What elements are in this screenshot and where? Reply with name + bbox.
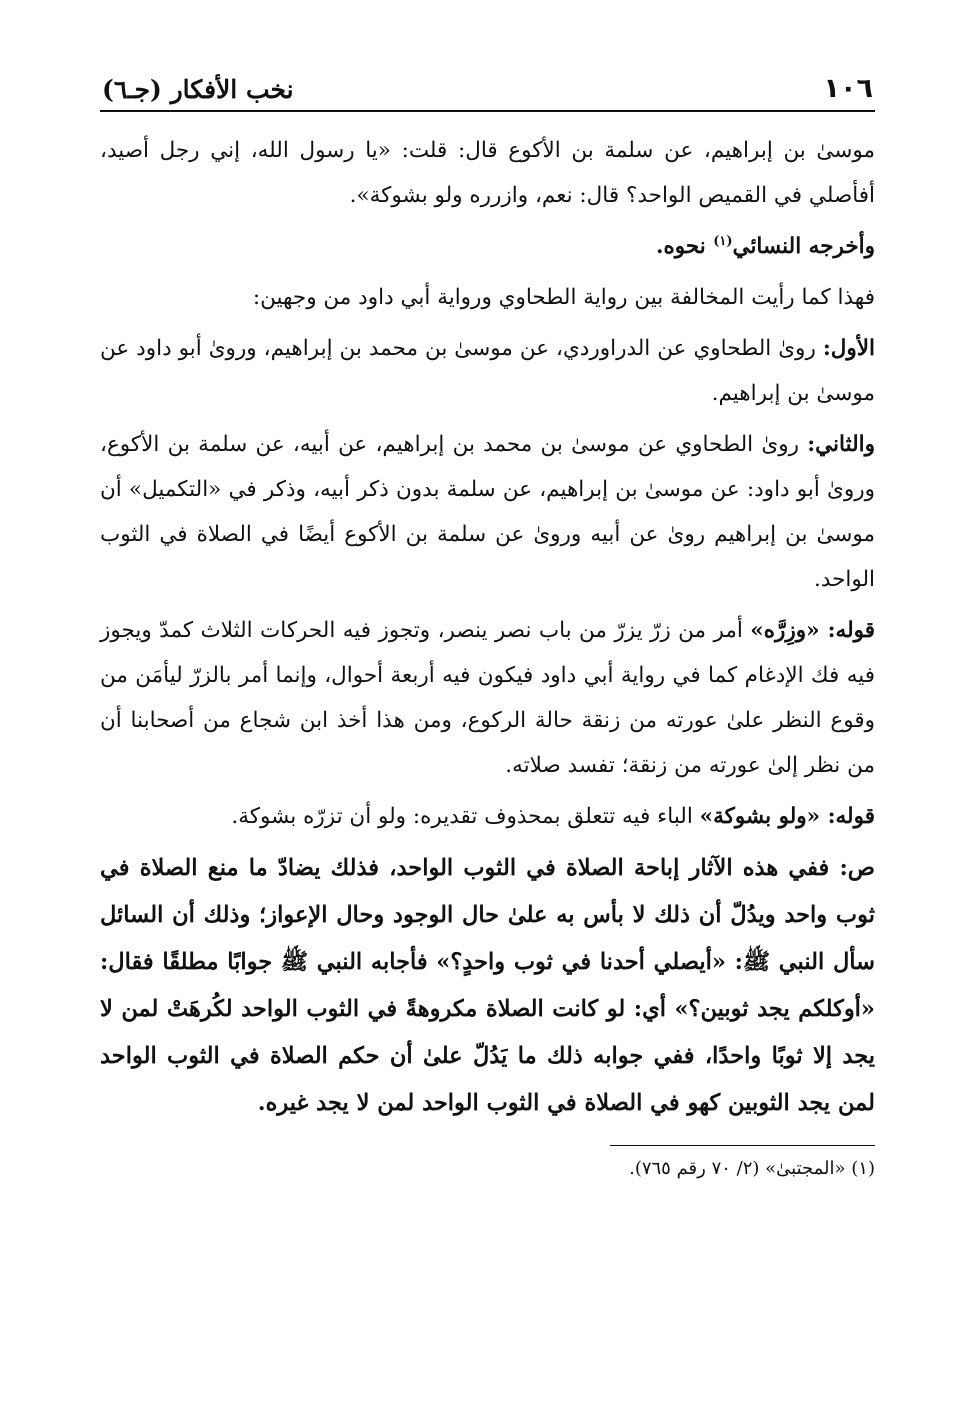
zirrahu-label: قوله: «وزِرَّه»	[750, 618, 876, 643]
book-page	[100, 60, 875, 1360]
paragraph-intro-differences: فهذا كما رأيت المخالفة بين رواية الطحاوي ورواية أبي داود من وجهين:	[252, 285, 875, 310]
paragraph-nasai	[100, 224, 875, 269]
footnote-ref[interactable]: (١)	[713, 233, 733, 249]
shawka-text: الباء فيه تتعلق بمحذوف تقديره: ولو أن تزرّه بشوكة.	[231, 804, 700, 829]
nasai-after: نحوه.	[656, 234, 714, 259]
page-number: ١٠٦	[823, 73, 873, 104]
paragraph-first-difference	[100, 326, 875, 416]
footnote-divider	[610, 1145, 875, 1146]
second-label: والثاني:	[807, 432, 875, 457]
first-label: الأول:	[822, 336, 875, 361]
first-text: روىٰ الطحاوي عن الدراوردي، عن موسىٰ بن محمد بن إبراهيم، وروىٰ أبو داود عن موسىٰ بن إبراهيم.	[100, 336, 875, 406]
page-body	[100, 128, 875, 1184]
footnote: (١) «المجتبىٰ» (٢/ ٧٠ رقم ٧٦٥).	[629, 1158, 875, 1179]
second-text: روىٰ الطحاوي عن موسىٰ بن محمد بن إبراهيم، عن أبيه، عن سلمة بن الأكوع، وروىٰ أبو داود: عن موسىٰ بن إبراهيم، عن سلمة بدون ذكر أبيه، وذكر في «التكميل» أن موسىٰ بن إبراهيم روىٰ عن أبيه وروىٰ عن سلمة بن الأكوع أيضًا في الصلاة في الثوب الواحد.	[100, 432, 875, 592]
paragraph-hadith-text: موسىٰ بن إبراهيم، عن سلمة بن الأكوع قال: قلت: «يا رسول الله، إني رجل أصيد، أفأصلي في القميص الواحد؟ قال: نعم، وازرره ولو بشوكة».	[100, 138, 875, 208]
paragraph-main-text: ص: ففي هذه الآثار إباحة الصلاة في الثوب الواحد، فذلك يضادّ ما منع الصلاة في ثوب واحد ويدُلّ أن ذلك لا بأس به علىٰ حال الوجود وحال الإعواز؛ وذلك أن السائل سأل النبي ﷺ: «أيصلي أحدنا في ثوب واحدٍ؟» فأجابه النبي ﷺ جوابًا مطلقًا فقال: «أوكلكم يجد ثوبين؟» أي: لو كانت الصلاة مكروهةً في الثوب الواحد لكُرهَتْ لمن لا يجد إلا ثوبًا واحدًا، ففي جوابه ذلك ما يَدُلّ علىٰ أن حكم الصلاة في الثوب الواحد لمن يجد الثوبين كهو في الصلاة في الثوب الواحد لمن لا يجد غيره.	[100, 855, 875, 1116]
nasai-text: وأخرجه النسائي	[732, 234, 875, 259]
running-header	[100, 60, 875, 112]
zirrahu-text: أمر من زرّ يزرّ من باب نصر ينصر، وتجوز فيه الحركات الثلاث كمدّ ويجوز فيه فك الإدغام كما في رواية أبي داود فيكون فيه أربعة أحوال، وإنما أمر بالزرّ ليأمَن من وقوع النظر علىٰ عورته من زنقة حالة الركوع، ومن هذا أخذ ابن شجاع من أصحابنا أن من نظر إلىٰ عورته من زنقة؛ تفسد صلاته.	[100, 618, 875, 778]
paragraph-second-difference	[100, 422, 875, 602]
shawka-label: قوله: «ولو بشوكة»	[699, 804, 875, 829]
paragraph-shawka	[100, 794, 875, 839]
paragraph-zirrahu	[100, 608, 875, 788]
book-title: نخب الأفكار (جـ٦)	[102, 75, 294, 104]
